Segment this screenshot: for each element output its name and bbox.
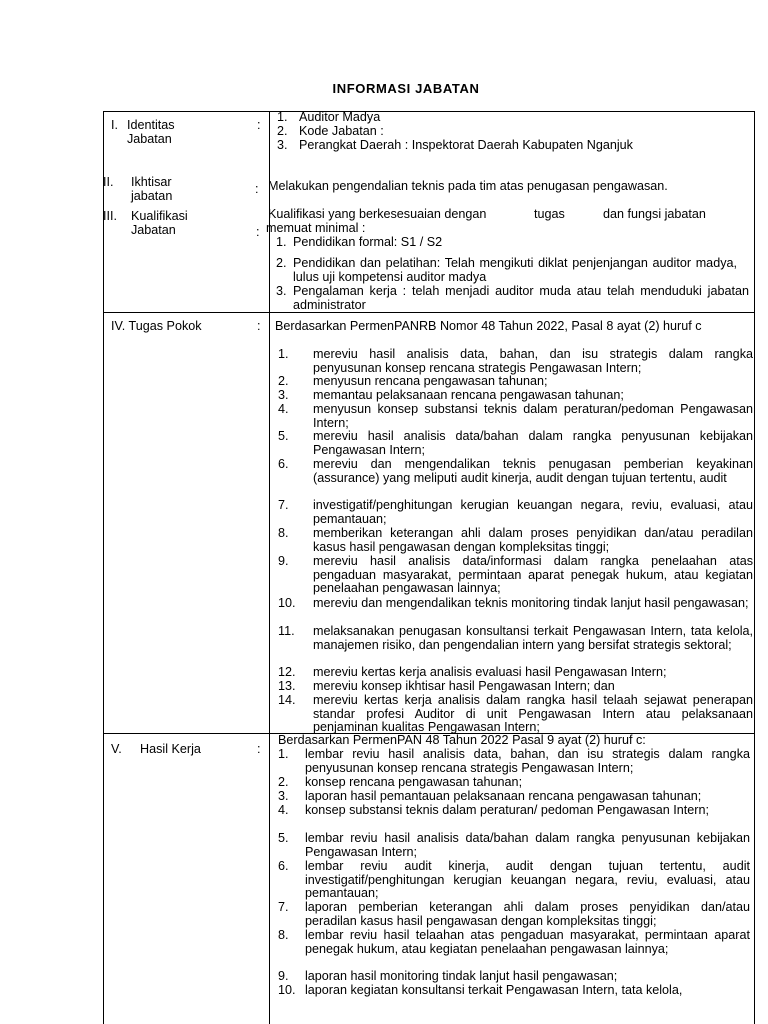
list-number: 3. [278, 388, 289, 402]
section-label: Identitas [127, 118, 175, 132]
list-number: 5. [278, 831, 289, 845]
list-item: lembar reviu hasil analisis data, bahan, dan isu strategis dalam rangka penyusunan konsep rencana strategis Pengawasan Intern; [305, 747, 750, 775]
list-number: 6. [278, 457, 289, 471]
list-number: 3. [276, 284, 287, 298]
list-item: mereviu hasil analisis data/informasi dalam rangka penelaahan atas pengaduan masyarakat, permintaan aparat penegak hukum, atau kegiatan penelaahan pengawasan lainnya; [313, 554, 753, 596]
list-item: memberikan keterangan ahli dalam proses penyidikan dan/atau peradilan kasus hasil pengawasan dengan kompleksitas tinggi; [313, 526, 753, 554]
list-number: 10. [278, 983, 296, 997]
list-item: laporan hasil monitoring tindak lanjut hasil pengawasan; [305, 969, 618, 983]
section-label: IV. Tugas Pokok [111, 319, 202, 333]
list-item: konsep substansi teknis dalam peraturan/ pedoman Pengawasan Intern; [305, 803, 709, 817]
list-item: menyusun rencana pengawasan tahunan; [313, 374, 548, 388]
list-number: 9. [278, 554, 289, 568]
list-number: 2. [278, 374, 289, 388]
page-title: INFORMASI JABATAN [332, 81, 480, 96]
list-number: 10. [278, 596, 296, 610]
kualifikasi-intro: Kualifikasi yang berkesesuaian dengan [268, 207, 487, 221]
separator-colon: : [255, 182, 259, 196]
list-item: konsep rencana pengawasan tahunan; [305, 775, 523, 789]
ikhtisar-text: Melakukan pengendalian teknis pada tim atas penugasan pengawasan. [268, 179, 668, 193]
list-number: 9. [278, 969, 289, 983]
separator-colon: : [257, 319, 261, 333]
hasil-intro: Berdasarkan PermenPAN 48 Tahun 2022 Pasal 9 ayat (2) huruf c: [278, 733, 646, 747]
kualifikasi-intro: memuat minimal : [266, 221, 366, 235]
list-number: 12. [278, 665, 296, 679]
list-number: 1. [278, 347, 289, 361]
list-item: mereviu kertas kerja analisis dalam rangka hasil telaah sejawat penerapan standar profesi Auditor di unit Pengawasan Intern atau pelaksanaan penjaminan kualitas Pengawasan Intern; [313, 693, 753, 735]
list-number: 1. [278, 747, 289, 761]
list-number: 8. [278, 526, 289, 540]
list-item: Pendidikan formal: S1 / S2 [293, 235, 443, 249]
list-number: 1. [277, 110, 288, 124]
list-item: lembar reviu hasil analisis data/bahan dalam rangka penyusunan kebijakan Pengawasan Intern; [305, 831, 750, 859]
section-label: Jabatan [131, 223, 176, 237]
list-item: Kode Jabatan : [299, 124, 384, 138]
list-item: Auditor Madya [299, 110, 381, 124]
list-number: 2. [278, 775, 289, 789]
list-item: lembar reviu hasil telaahan atas pengaduan masyarakat, permintaan aparat penegak hukum, atau kegiatan penelaahan pengawasan lainnya; [305, 928, 750, 956]
separator-colon: : [257, 118, 261, 132]
list-item: lembar reviu audit kinerja, audit dengan tujuan tertentu, audit investigatif/penghitungan kerugian keuangan negara, reviu, evaluasi, atau pemantauan; [305, 859, 750, 901]
list-number: 8. [278, 928, 289, 942]
list-item: laporan kegiatan konsultansi terkait Pengawasan Intern, tata kelola, [305, 983, 683, 997]
list-number: 6. [278, 859, 289, 873]
list-item: mereviu hasil analisis data/bahan dalam rangka penyusunan kebijakan Pengawasan Intern; [313, 429, 753, 457]
section-number: I. [111, 118, 118, 132]
section-label: Jabatan [127, 132, 172, 146]
kualifikasi-intro: dan fungsi jabatan [603, 207, 706, 221]
section-label: Ikhtisar [131, 175, 172, 189]
list-number: 7. [278, 498, 289, 512]
list-item: mereviu dan mengendalikan teknis penugasan pemberian keyakinan (assurance) yang meliputi audit kinerja, audit dengan tujuan tertentu, audit [313, 457, 753, 485]
list-number: 2. [277, 124, 288, 138]
list-item: mereviu konsep ikhtisar hasil Pengawasan Intern; dan [313, 679, 615, 693]
list-number: 4. [278, 803, 289, 817]
column-divider [269, 111, 270, 1024]
section-number: II. [103, 175, 114, 189]
list-item: melaksanakan penugasan konsultansi terkait Pengawasan Intern, tata kelola, manajemen risiko, dan pengendalian intern yang bersifat strategis sektoral; [313, 624, 753, 652]
separator-colon: : [256, 225, 260, 239]
section-label: Hasil Kerja [140, 742, 201, 756]
list-number: 5. [278, 429, 289, 443]
section-number: V. [111, 742, 122, 756]
list-item: menyusun konsep substansi teknis dalam peraturan/pedoman Pengawasan Intern; [313, 402, 753, 430]
list-number: 13. [278, 679, 296, 693]
list-item: Pendidikan dan pelatihan: Telah mengikuti diklat penjenjangan auditor madya, lulus uji kompetensi auditor madya [293, 256, 737, 284]
list-number: 3. [277, 138, 288, 152]
list-number: 7. [278, 900, 289, 914]
list-item: mereviu kertas kerja analisis evaluasi hasil Pengawasan Intern; [313, 665, 667, 679]
list-item: laporan hasil pemantauan pelaksanaan rencana pengawasan tahunan; [305, 789, 702, 803]
kualifikasi-intro: tugas [534, 207, 565, 221]
list-item: investigatif/penghitungan kerugian keuangan negara, reviu, evaluasi, atau pemantauan; [313, 498, 753, 526]
tugas-intro: Berdasarkan PermenPANRB Nomor 48 Tahun 2022, Pasal 8 ayat (2) huruf c [275, 319, 702, 333]
list-item: Pengalaman kerja : telah menjadi auditor muda atau telah menduduki jabatan administrator [293, 284, 749, 312]
section-label: jabatan [131, 189, 173, 203]
list-item: Perangkat Daerah : Inspektorat Daerah Kabupaten Nganjuk [299, 138, 633, 152]
list-number: 3. [278, 789, 289, 803]
list-number: 2. [276, 256, 287, 270]
list-number: 1. [276, 235, 287, 249]
list-item: laporan pemberian keterangan ahli dalam proses penyidikan dan/atau peradilan kasus hasil pengawasan dengan kompleksitas tinggi; [305, 900, 750, 928]
list-item: mereviu dan mengendalikan teknis monitoring tindak lanjut hasil pengawasan; [313, 596, 749, 610]
section-number: III. [103, 209, 117, 223]
list-number: 4. [278, 402, 289, 416]
list-number: 11. [278, 624, 295, 638]
list-item: mereviu hasil analisis data, bahan, dan isu strategis dalam rangka penyusunan konsep rencana strategis Pengawasan Intern; [313, 347, 753, 375]
section-label: Kualifikasi [131, 209, 188, 223]
list-item: memantau pelaksanaan rencana pengawasan tahunan; [313, 388, 624, 402]
separator-colon: : [257, 742, 261, 756]
list-number: 14. [278, 693, 296, 707]
